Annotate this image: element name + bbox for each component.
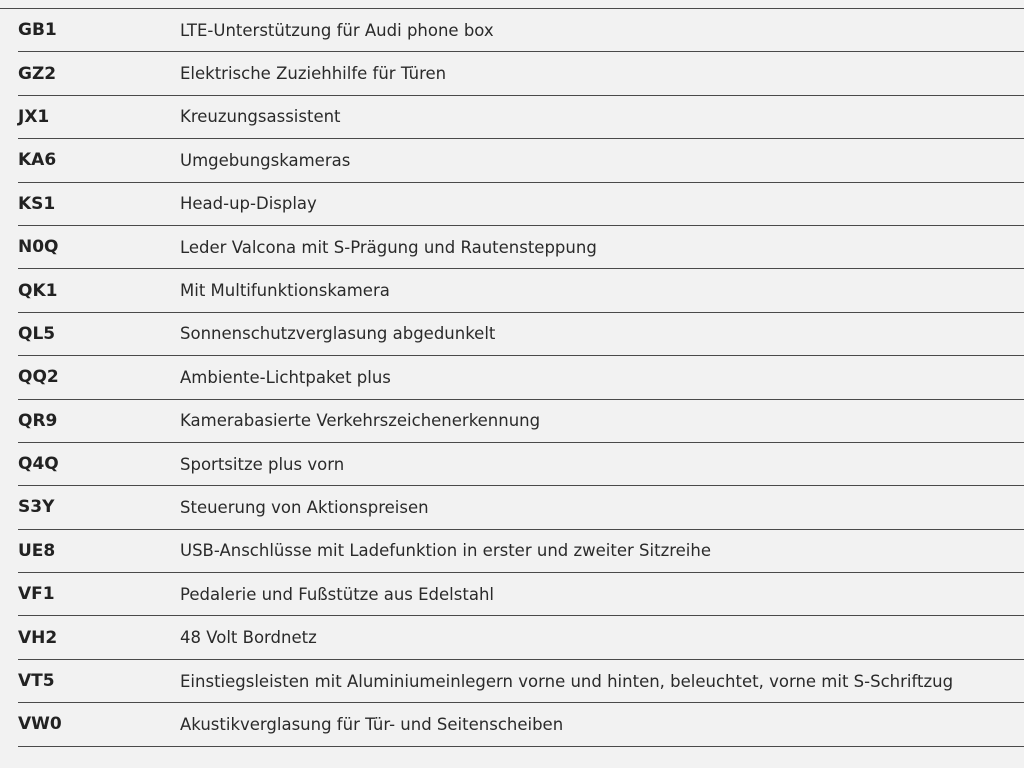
equipment-code: QR9 bbox=[18, 410, 58, 431]
equipment-description: Head-up-Display bbox=[180, 194, 317, 214]
equipment-code: UE8 bbox=[18, 540, 56, 561]
list-item bbox=[18, 443, 1024, 486]
list-item bbox=[18, 139, 1024, 182]
list-item bbox=[18, 52, 1024, 95]
equipment-code: JX1 bbox=[18, 106, 50, 127]
equipment-description: Sonnenschutzverglasung abgedunkelt bbox=[180, 324, 496, 344]
equipment-description: Akustikverglasung für Tür- und Seitenscheiben bbox=[180, 714, 564, 734]
list-item bbox=[18, 183, 1024, 226]
list-item bbox=[18, 573, 1024, 616]
equipment-code: GB1 bbox=[18, 20, 57, 41]
list-item bbox=[18, 313, 1024, 356]
equipment-code: S3Y bbox=[18, 497, 55, 518]
list-item bbox=[18, 356, 1024, 399]
equipment-code: KA6 bbox=[18, 150, 57, 171]
equipment-description: Kreuzungsassistent bbox=[180, 107, 341, 127]
equipment-description: Pedalerie und Fußstütze aus Edelstahl bbox=[180, 584, 494, 604]
equipment-description: Mit Multifunktionskamera bbox=[180, 281, 390, 301]
equipment-list bbox=[0, 8, 1024, 747]
equipment-description: Kamerabasierte Verkehrszeichenerkennung bbox=[180, 411, 541, 431]
list-item bbox=[18, 703, 1024, 746]
list-item bbox=[18, 9, 1024, 52]
list-item bbox=[18, 486, 1024, 529]
list-item bbox=[18, 616, 1024, 659]
equipment-description: Elektrische Zuziehhilfe für Türen bbox=[180, 64, 447, 84]
equipment-code: QQ2 bbox=[18, 367, 59, 388]
list-item bbox=[18, 226, 1024, 269]
equipment-code: GZ2 bbox=[18, 63, 57, 84]
equipment-description: Einstiegsleisten mit Aluminiumeinlegern vorne und hinten, beleuchtet, vorne mit S-Schriftzug bbox=[180, 671, 954, 691]
equipment-description: Ambiente-Lichtpaket plus bbox=[180, 367, 391, 387]
equipment-description: USB-Anschlüsse mit Ladefunktion in erster und zweiter Sitzreihe bbox=[180, 541, 711, 561]
equipment-description: Leder Valcona mit S-Prägung und Rautensteppung bbox=[180, 237, 597, 257]
list-item bbox=[18, 660, 1024, 703]
equipment-code: VH2 bbox=[18, 627, 58, 648]
equipment-description: Umgebungskameras bbox=[180, 150, 351, 170]
equipment-code: QK1 bbox=[18, 280, 58, 301]
list-item bbox=[18, 269, 1024, 312]
list-item bbox=[18, 530, 1024, 573]
equipment-code: VF1 bbox=[18, 584, 55, 605]
equipment-code: KS1 bbox=[18, 193, 56, 214]
list-item bbox=[18, 96, 1024, 139]
equipment-code: Q4Q bbox=[18, 454, 59, 475]
equipment-code: VT5 bbox=[18, 671, 55, 692]
equipment-code: N0Q bbox=[18, 237, 59, 258]
equipment-description: Sportsitze plus vorn bbox=[180, 454, 345, 474]
equipment-code: QL5 bbox=[18, 323, 56, 344]
equipment-description: LTE-Unterstützung für Audi phone box bbox=[180, 20, 494, 40]
list-item bbox=[18, 400, 1024, 443]
equipment-description: 48 Volt Bordnetz bbox=[180, 628, 317, 648]
equipment-description: Steuerung von Aktionspreisen bbox=[180, 497, 429, 517]
equipment-code: VW0 bbox=[18, 714, 62, 735]
